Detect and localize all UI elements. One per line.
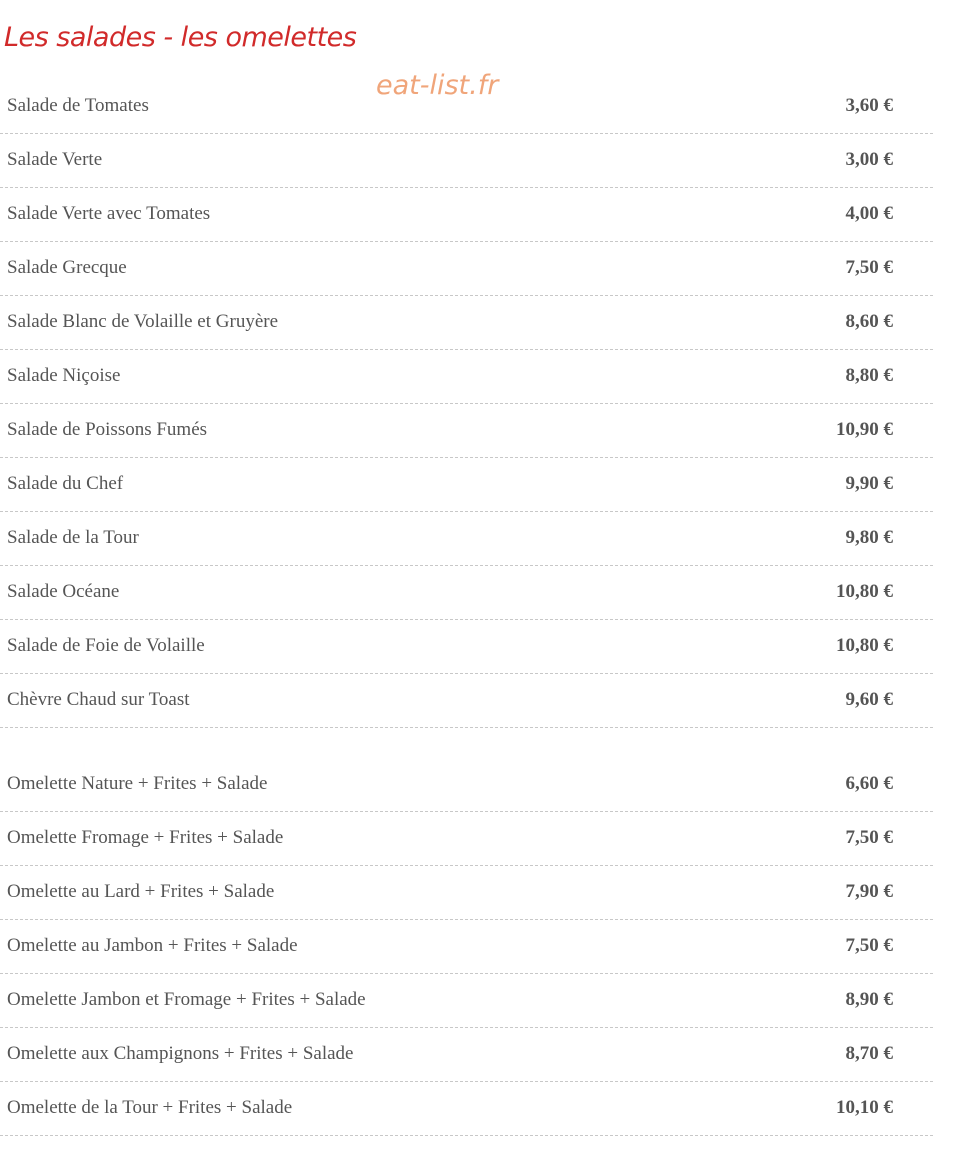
menu-item xyxy=(0,620,933,674)
item-price: 8,60 € xyxy=(845,311,893,332)
item-name: Salade Océane xyxy=(7,581,120,602)
item-name: Salade de Poissons Fumés xyxy=(7,419,208,440)
item-name: Salade de Foie de Volaille xyxy=(7,635,205,656)
menu-list xyxy=(0,80,933,1136)
item-name: Salade de Tomates xyxy=(7,95,149,116)
item-name: Omelette Jambon et Fromage + Frites + Salade xyxy=(7,989,366,1010)
item-name: Omelette Fromage + Frites + Salade xyxy=(7,827,284,848)
item-name: Chèvre Chaud sur Toast xyxy=(7,689,190,710)
item-price: 10,90 € xyxy=(836,419,893,440)
item-name: Salade Blanc de Volaille et Gruyère xyxy=(7,311,279,332)
item-price: 7,50 € xyxy=(845,257,893,278)
item-name: Omelette Nature + Frites + Salade xyxy=(7,773,268,794)
item-name: Salade Verte xyxy=(7,149,103,170)
item-name: Salade Verte avec Tomates xyxy=(7,203,211,224)
watermark: eat-list.fr xyxy=(376,70,499,101)
menu-item xyxy=(0,866,933,920)
item-price: 8,70 € xyxy=(845,1043,893,1064)
item-price: 3,60 € xyxy=(845,95,893,116)
item-name: Salade Grecque xyxy=(7,257,127,278)
item-name: Salade Niçoise xyxy=(7,365,121,386)
item-price: 7,50 € xyxy=(845,827,893,848)
menu-item xyxy=(0,242,933,296)
menu-item xyxy=(0,350,933,404)
item-price: 7,50 € xyxy=(845,935,893,956)
menu-item xyxy=(0,758,933,812)
item-name: Salade du Chef xyxy=(7,473,124,494)
page-title: Les salades - les omelettes xyxy=(4,22,357,53)
menu-item xyxy=(0,296,933,350)
item-price: 6,60 € xyxy=(845,773,893,794)
menu-item xyxy=(0,920,933,974)
item-name: Omelette aux Champignons + Frites + Salade xyxy=(7,1043,354,1064)
item-price: 8,80 € xyxy=(845,365,893,386)
item-price: 8,90 € xyxy=(845,989,893,1010)
menu-item xyxy=(0,188,933,242)
menu-item xyxy=(0,512,933,566)
menu-item xyxy=(0,1082,933,1136)
item-price: 10,80 € xyxy=(836,635,893,656)
item-name: Omelette au Jambon + Frites + Salade xyxy=(7,935,298,956)
menu-item xyxy=(0,134,933,188)
menu-item xyxy=(0,1028,933,1082)
menu-item xyxy=(0,974,933,1028)
menu-item xyxy=(0,674,933,728)
menu-item xyxy=(0,458,933,512)
item-price: 10,10 € xyxy=(836,1097,893,1118)
item-name: Salade de la Tour xyxy=(7,527,139,548)
menu-item xyxy=(0,566,933,620)
item-price: 9,60 € xyxy=(845,689,893,710)
item-price: 10,80 € xyxy=(836,581,893,602)
item-price: 9,90 € xyxy=(845,473,893,494)
item-price: 4,00 € xyxy=(845,203,893,224)
item-price: 7,90 € xyxy=(845,881,893,902)
item-price: 3,00 € xyxy=(845,149,893,170)
item-name: Omelette au Lard + Frites + Salade xyxy=(7,881,275,902)
menu-item xyxy=(0,812,933,866)
menu-item xyxy=(0,80,933,134)
item-name: Omelette de la Tour + Frites + Salade xyxy=(7,1097,293,1118)
menu-item xyxy=(0,404,933,458)
item-price: 9,80 € xyxy=(845,527,893,548)
